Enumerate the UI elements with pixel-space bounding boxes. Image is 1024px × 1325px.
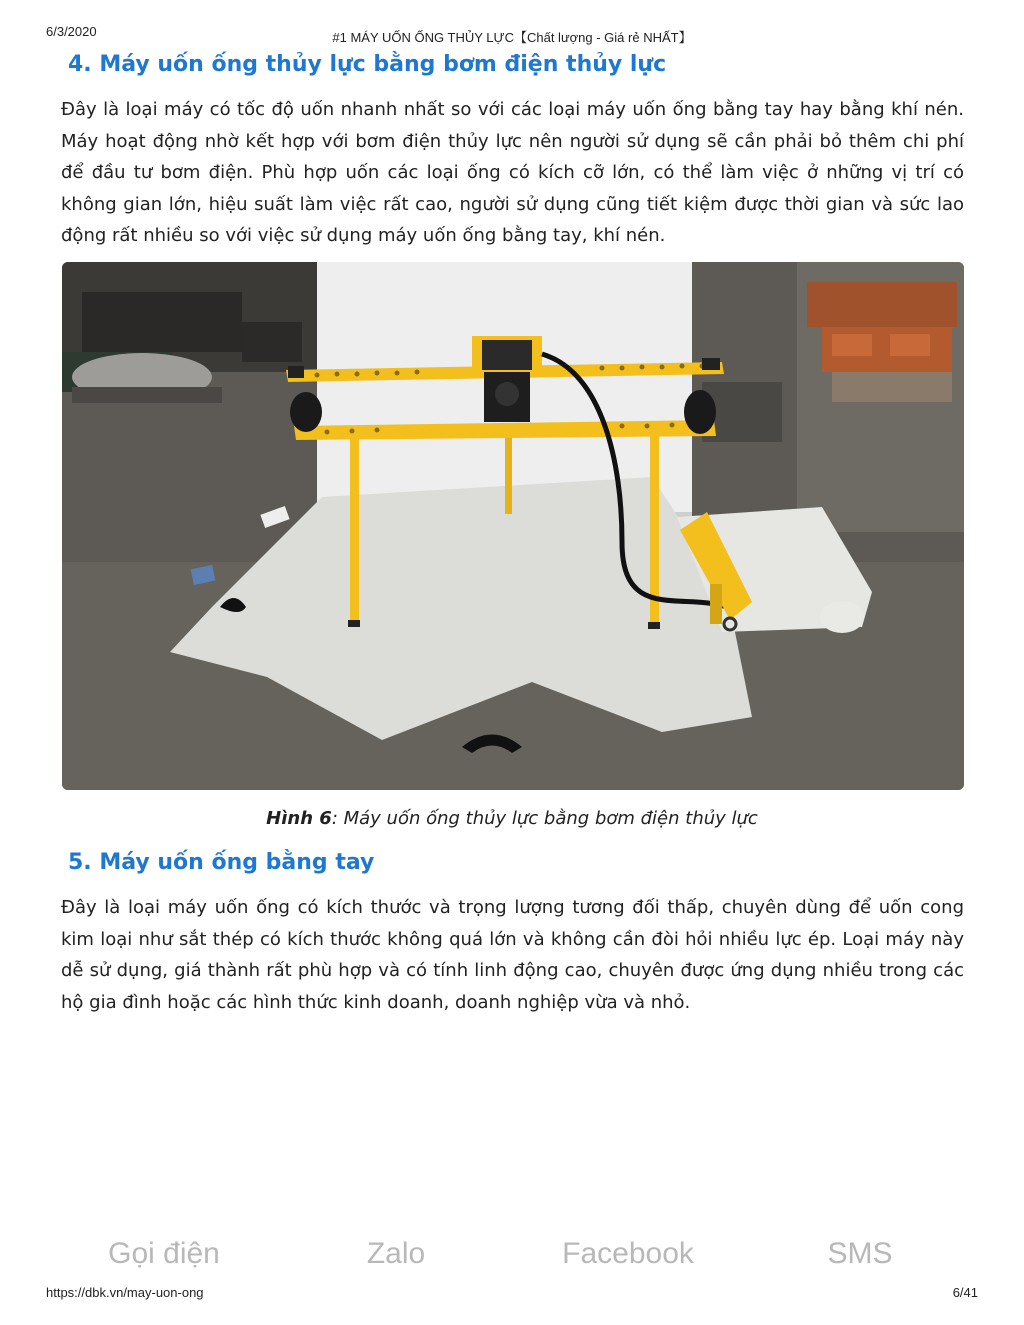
figure-caption-label: Hình 6	[266, 808, 332, 829]
figure-caption	[0, 808, 1024, 829]
call-button[interactable]: Gọi điện	[108, 1237, 220, 1270]
section-5-paragraph: Đây là loại máy uốn ống có kích thước và trọng lượng tương đối thấp, chuyên dùng để uốn cong kim loại như sắt thép có kích thước không quá lớn và không cần đòi hỏi nhiều lực ép. Loại máy này dễ sử dụng, giá thành rất phù hợp và có tính linh động cao, chuyên được ứng dụng nhiều trong các hộ gia đình hoặc các hình thức kinh doanh, doanh nghiệp vừa và nhỏ.	[61, 897, 964, 1013]
section-4-heading: 4. Máy uốn ống thủy lực bằng bơm điện thủy lực	[68, 52, 667, 77]
facebook-button[interactable]: Facebook	[562, 1237, 694, 1270]
contact-action-bar	[48, 1234, 976, 1274]
zalo-button[interactable]: Zalo	[366, 1237, 426, 1270]
print-date: 6/3/2020	[46, 24, 97, 39]
hydraulic-pipe-bender-photo	[62, 262, 964, 790]
page-number: 6/41	[952, 1285, 978, 1300]
sms-button[interactable]: SMS	[827, 1237, 893, 1270]
print-page-title: #1 MÁY UỐN ỐNG THỦY LỰC【Chất lượng - Giá rẻ NHẤT】	[332, 30, 692, 45]
figure-caption-text: : Máy uốn ống thủy lực bằng bơm điện thủy lực	[331, 808, 758, 829]
section-5-heading: 5. Máy uốn ống bằng tay	[68, 850, 375, 875]
section-4-paragraph: Đây là loại máy có tốc độ uốn nhanh nhất so với các loại máy uốn ống bằng tay hay bằng khí nén. Máy hoạt động nhờ kết hợp với bơm điện thủy lực nên người sử dụng sẽ cần phải bỏ thêm chi phí để đầu tư bơm điện. Phù hợp uốn các loại ống có kích cỡ lớn, có thể làm việc ở những vị trí có không gian lớn, hiệu suất làm việc rất cao, người sử dụng cũng tiết kiệm được thời gian và sức lao động rất nhiều so với việc sử dụng máy uốn ống bằng tay, khí nén.	[61, 99, 964, 246]
print-url: https://dbk.vn/may-uon-ong	[46, 1285, 204, 1300]
